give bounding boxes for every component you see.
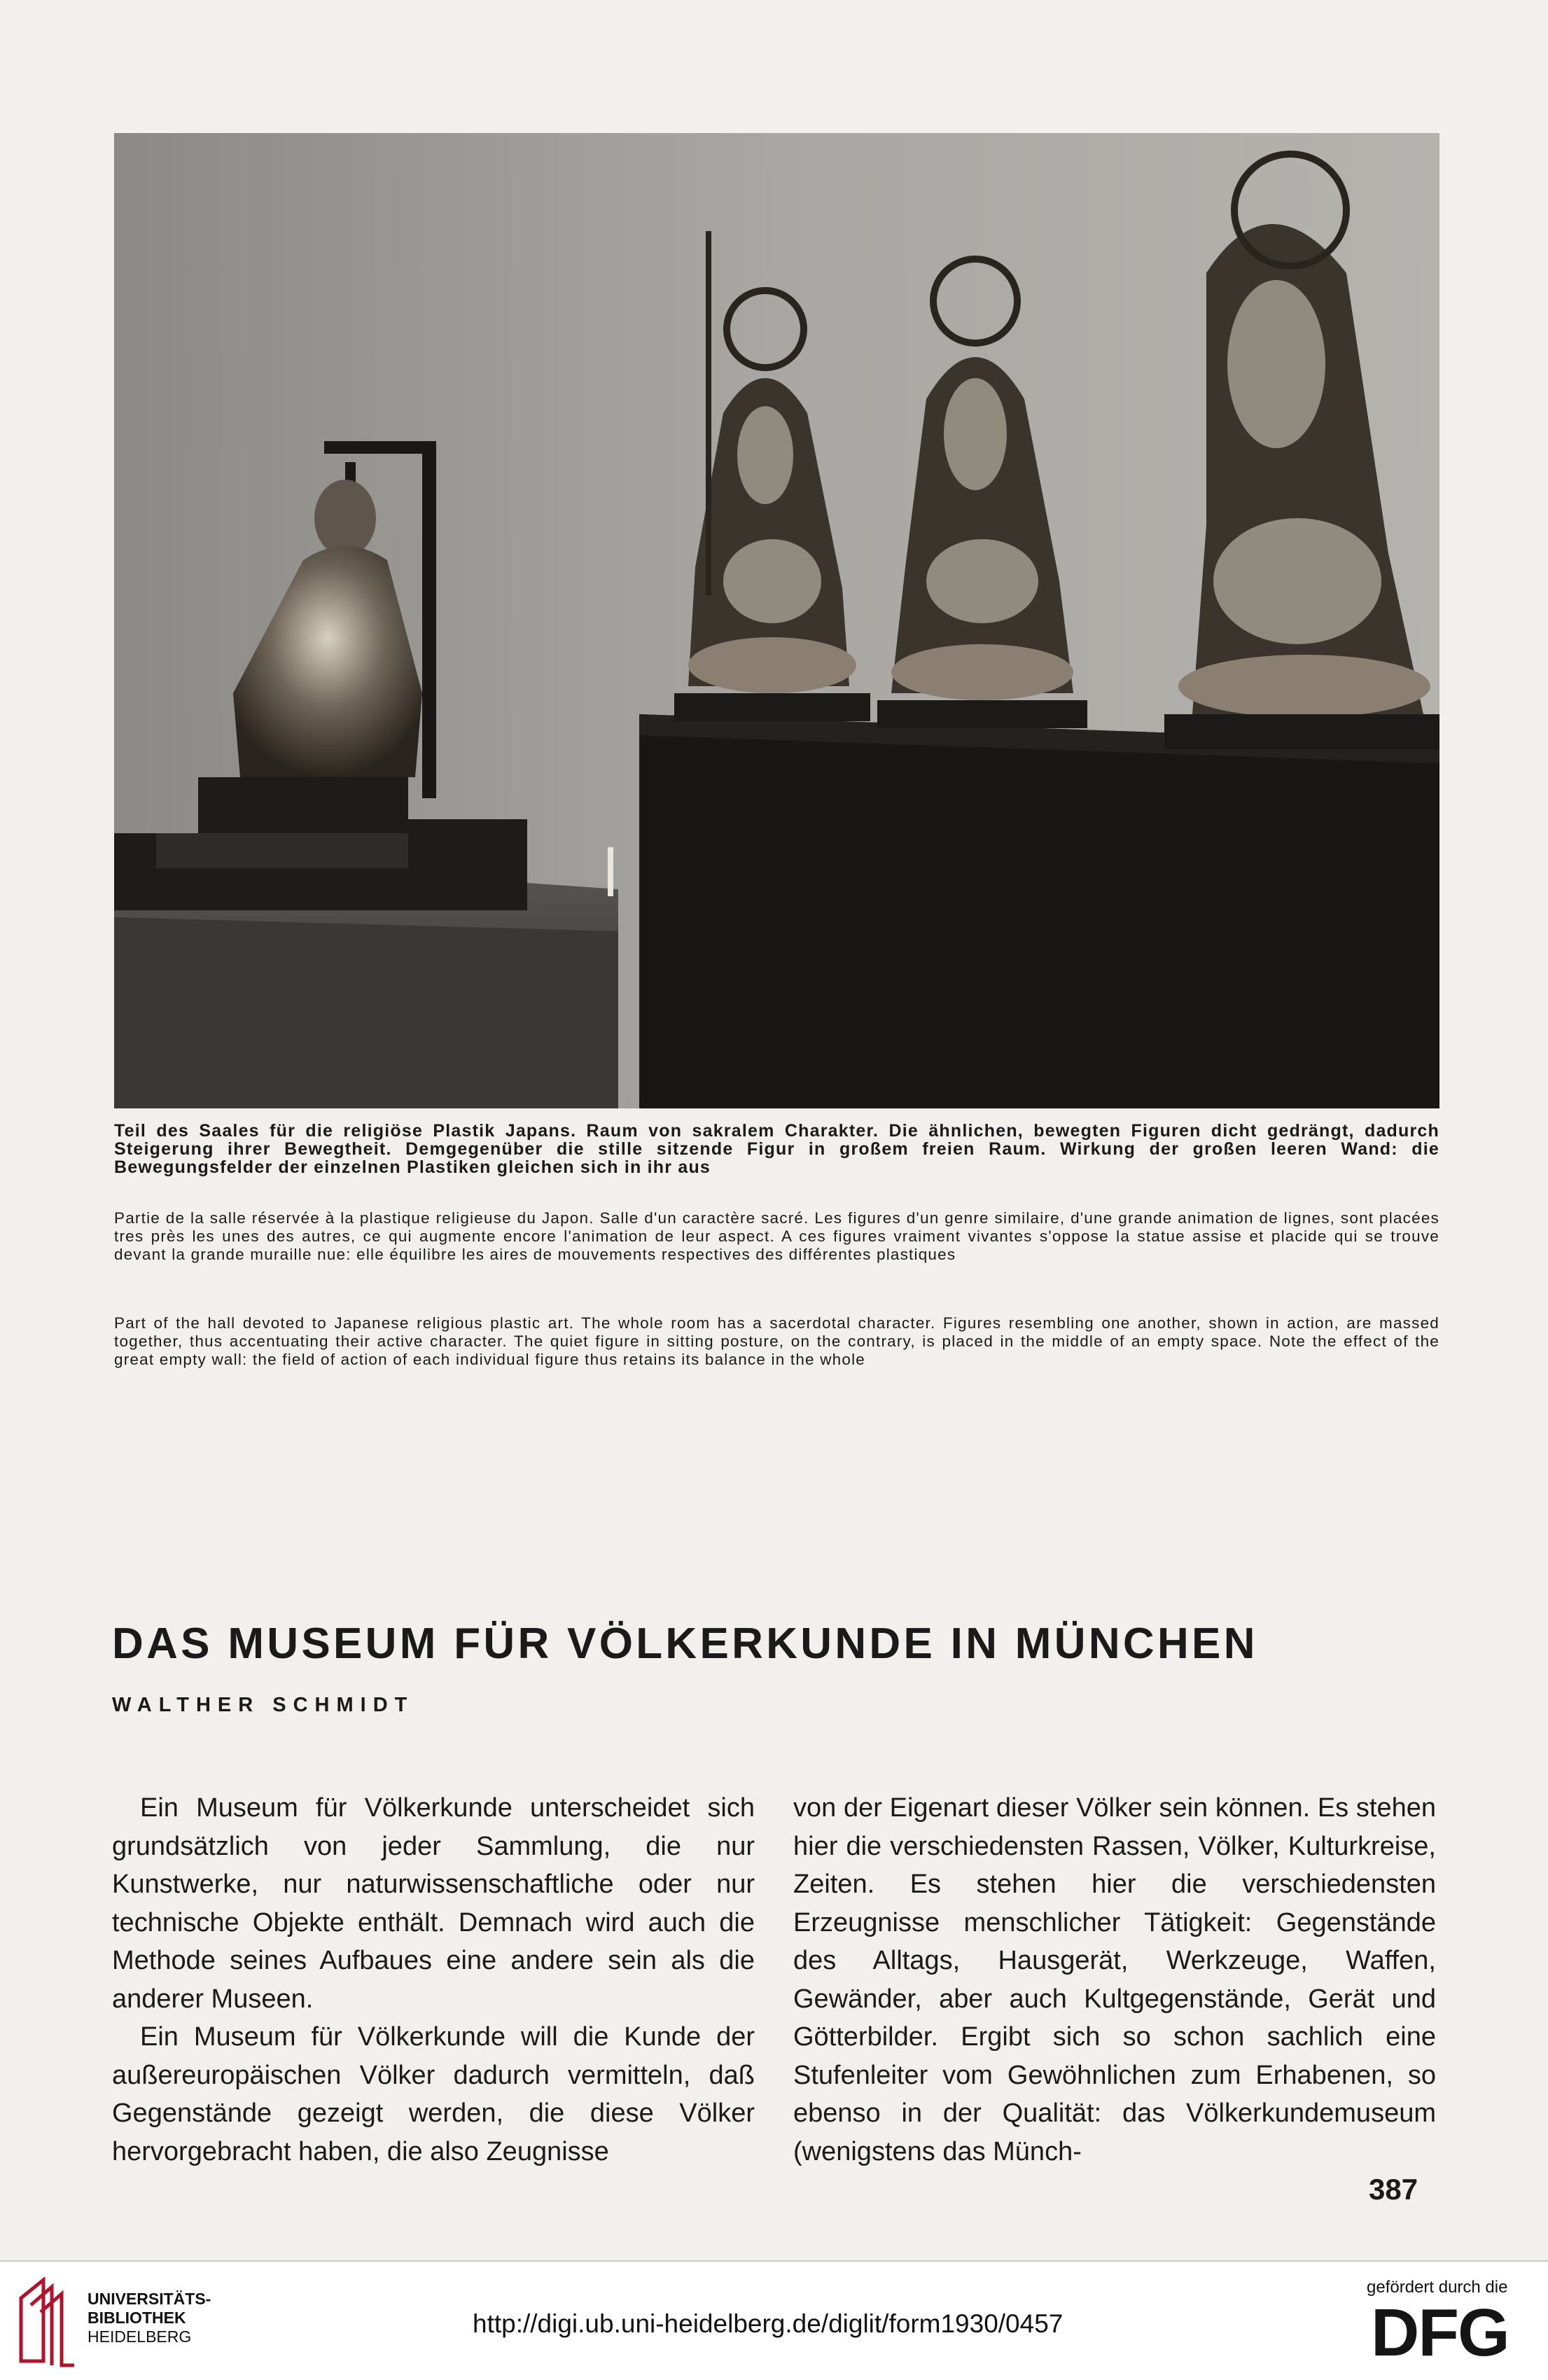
dfg-logo-text: DFG <box>1371 2299 1509 2362</box>
article-title: DAS MUSEUM FÜR VÖLKERKUNDE IN MÜNCHEN <box>112 1620 1258 1668</box>
body-column-left <box>112 1789 755 2171</box>
museum-hall-photo <box>114 133 1439 1108</box>
paragraph: Ein Museum für Völkerkunde will die Kunde der außereuropäischen Völker dadurch vermitteln, daß Gegenstände gezeigt werden, die diese Völker hervorgebracht haben, die also Zeugnisse <box>112 2022 755 2166</box>
caption-french: Partie de la salle réservée à la plastique religieuse du Japon. Salle d'un caractère sacré. Les figures d'un genre similaire, d'une grande animation de lignes, sont placées tres près les unes des autres, ce qui augmente encore l'animation de leur aspect. A ces figures vraiment vivantes s'oppose la statue assise et placide qui se trouve devant la grande muraille nue: elle équilibre les aires de mouvements respectives des différentes plastiques <box>114 1209 1439 1263</box>
paragraph: von der Eigenart dieser Völker sein können. Es stehen hier die verschiedensten Rassen, Völker, Kulturkreise, Zeiten. Es stehen hier die verschiedensten Erzeugnisse menschlicher Tätigkeit: Gegenstände des Alltags, Hausgerät, Werkzeuge, Waffen, Gewänder, aber auch Kultgegenstände, Gerät und Götterbilder. Ergibt sich so schon sachlich eine Stufenleiter vom Gewöhnlichen zum Erhabenen, so ebenso in der Qualität: das Völkerkundemuseum (wenigstens das Münch- <box>793 1793 1436 2166</box>
funded-by-label: gefördert durch die <box>1367 2278 1508 2297</box>
library-logo-icon[interactable] <box>15 2277 78 2368</box>
library-name-line: UNIVERSITÄTS- <box>88 2290 211 2308</box>
library-name-line: HEIDELBERG <box>88 2327 192 2346</box>
caption-english: Part of the hall devoted to Japanese religious plastic art. The whole room has a sacerdotal character. Figures resembling one another, shown in action, are massed together, thus accentuating their active character. The quiet figure in sitting posture, on the contrary, is placed in the middle of an empty space. Note the effect of the great empty wall: the field of action of each individual figure thus retains its balance in the whole <box>114 1314 1439 1368</box>
body-column-right <box>793 1789 1436 2171</box>
paragraph: Ein Museum für Völkerkunde unterscheidet sich grundsätzlich von jeder Sammlung, die nur Kunstwerke, nur naturwissenschaftliche oder nur technische Objekte enthält. Demnach wird auch die Methode seines Aufbaues eine andere sein als die anderer Museen. <box>112 1793 755 2014</box>
dfg-logo[interactable] <box>1371 2299 1525 2362</box>
library-name-line: BIBLIOTHEK <box>88 2309 186 2327</box>
library-name <box>88 2290 211 2346</box>
footer-divider <box>0 2260 1548 2262</box>
article-author: WALTHER SCHMIDT <box>112 1694 414 1716</box>
caption-german: Teil des Saales für die religiöse Plastik Japans. Raum von sakralem Charakter. Die ähnlichen, bewegten Figuren dicht gedrängt, dadurch Steigerung ihrer Bewegtheit. Demgegenüber die stille sitzende Figur in großem freien Raum. Wirkung der großen leeren Wand: die Bewegungsfelder der einzelnen Plastiken gleichen sich in ihr aus <box>114 1121 1439 1177</box>
source-url-link[interactable]: http://digi.ub.uni-heidelberg.de/diglit/form1930/0457 <box>473 2309 1064 2338</box>
page-number: 387 <box>1369 2173 1418 2206</box>
